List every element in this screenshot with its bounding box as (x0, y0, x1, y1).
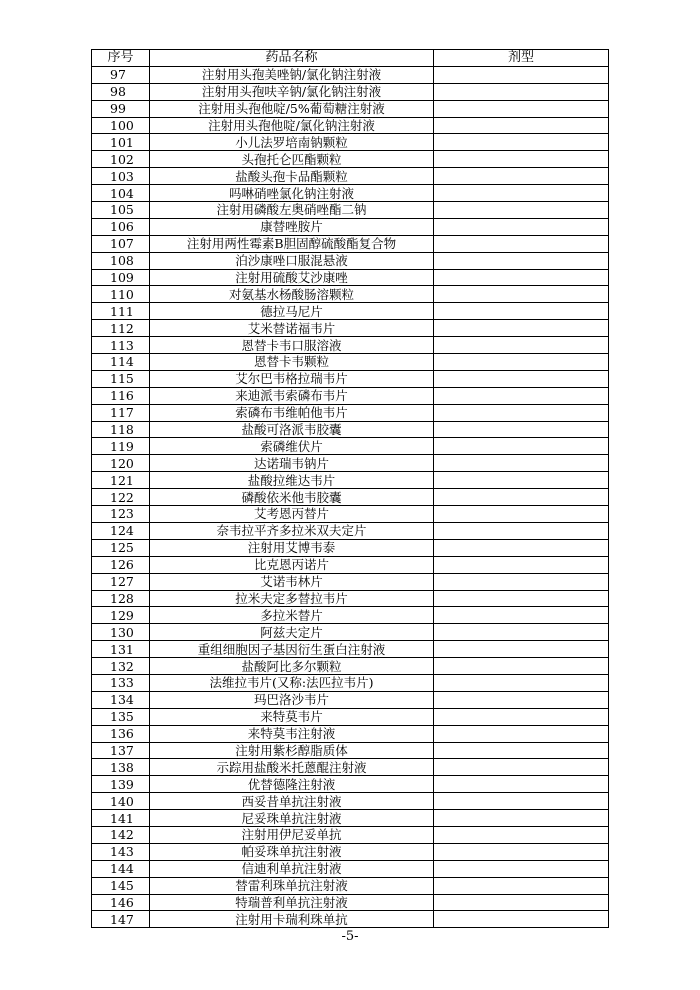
serial-number-cell: 119 (92, 438, 150, 455)
table-row (92, 134, 609, 151)
dosage-form-cell (434, 489, 609, 506)
table-row (92, 708, 609, 725)
serial-number-cell: 143 (92, 843, 150, 860)
serial-number-cell: 97 (92, 66, 150, 83)
table-row (92, 252, 609, 269)
dosage-form-cell (434, 624, 609, 641)
table-row (92, 759, 609, 776)
table-row (92, 354, 609, 371)
drug-name-cell: 泊沙康唑口服混悬液 (150, 252, 434, 269)
serial-number-cell: 133 (92, 674, 150, 691)
table-row (92, 843, 609, 860)
dosage-form-cell (434, 691, 609, 708)
table-row (92, 506, 609, 523)
dosage-form-cell (434, 894, 609, 911)
dosage-form-cell (434, 793, 609, 810)
serial-number-cell: 139 (92, 776, 150, 793)
drug-name-cell: 恩替卡韦颗粒 (150, 354, 434, 371)
dosage-form-cell (434, 421, 609, 438)
serial-number-cell: 100 (92, 117, 150, 134)
dosage-form-cell (434, 826, 609, 843)
serial-number-cell: 116 (92, 387, 150, 404)
drug-name-cell: 多拉米替片 (150, 607, 434, 624)
drug-name-cell: 注射用紫杉醇脂质体 (150, 742, 434, 759)
dosage-form-cell (434, 573, 609, 590)
dosage-form-cell (434, 218, 609, 235)
dosage-form-cell (434, 725, 609, 742)
table-row (92, 556, 609, 573)
drug-list-table (91, 49, 609, 928)
table-row (92, 725, 609, 742)
serial-number-cell: 118 (92, 421, 150, 438)
serial-number-cell: 115 (92, 370, 150, 387)
drug-name-cell: 注射用卡瑞利珠单抗 (150, 911, 434, 928)
drug-name-cell: 盐酸拉维达韦片 (150, 472, 434, 489)
drug-name-cell: 注射用头孢美唑钠/氯化钠注射液 (150, 66, 434, 83)
dosage-form-cell (434, 472, 609, 489)
header-drug-name: 药品名称 (150, 50, 434, 67)
dosage-form-cell (434, 387, 609, 404)
drug-name-cell: 对氨基水杨酸肠溶颗粒 (150, 286, 434, 303)
drug-name-cell: 西妥昔单抗注射液 (150, 793, 434, 810)
dosage-form-cell (434, 168, 609, 185)
table-row (92, 674, 609, 691)
table-body (92, 66, 609, 927)
drug-name-cell: 艾考恩丙替片 (150, 506, 434, 523)
table-row (92, 573, 609, 590)
serial-number-cell: 98 (92, 83, 150, 100)
drug-name-cell: 帕妥珠单抗注射液 (150, 843, 434, 860)
drug-name-cell: 信迪利单抗注射液 (150, 860, 434, 877)
serial-number-cell: 108 (92, 252, 150, 269)
drug-name-cell: 盐酸阿比多尔颗粒 (150, 658, 434, 675)
header-dosage-form: 剂型 (434, 50, 609, 67)
dosage-form-cell (434, 759, 609, 776)
drug-name-cell: 玛巴洛沙韦片 (150, 691, 434, 708)
dosage-form-cell (434, 556, 609, 573)
drug-name-cell: 注射用硫酸艾沙康唑 (150, 269, 434, 286)
header-serial-number: 序号 (92, 50, 150, 67)
table-header-row (92, 50, 609, 67)
table-row (92, 168, 609, 185)
dosage-form-cell (434, 742, 609, 759)
serial-number-cell: 146 (92, 894, 150, 911)
serial-number-cell: 121 (92, 472, 150, 489)
dosage-form-cell (434, 708, 609, 725)
table-row (92, 455, 609, 472)
drug-name-cell: 注射用两性霉素B胆固醇硫酸酯复合物 (150, 235, 434, 252)
serial-number-cell: 104 (92, 185, 150, 202)
dosage-form-cell (434, 370, 609, 387)
drug-name-cell: 特瑞普利单抗注射液 (150, 894, 434, 911)
table-row (92, 100, 609, 117)
drug-name-cell: 恩替卡韦口服溶液 (150, 337, 434, 354)
serial-number-cell: 138 (92, 759, 150, 776)
serial-number-cell: 137 (92, 742, 150, 759)
dosage-form-cell (434, 658, 609, 675)
serial-number-cell: 124 (92, 522, 150, 539)
serial-number-cell: 113 (92, 337, 150, 354)
drug-name-cell: 艾诺韦林片 (150, 573, 434, 590)
table-row (92, 202, 609, 219)
table-row (92, 489, 609, 506)
dosage-form-cell (434, 506, 609, 523)
table-row (92, 607, 609, 624)
dosage-form-cell (434, 607, 609, 624)
table-row (92, 776, 609, 793)
drug-name-cell: 示踪用盐酸米托蒽醌注射液 (150, 759, 434, 776)
drug-name-cell: 替雷利珠单抗注射液 (150, 877, 434, 894)
serial-number-cell: 127 (92, 573, 150, 590)
drug-name-cell: 达诺瑞韦钠片 (150, 455, 434, 472)
drug-name-cell: 注射用头孢呋辛钠/氯化钠注射液 (150, 83, 434, 100)
dosage-form-cell (434, 83, 609, 100)
drug-name-cell: 德拉马尼片 (150, 303, 434, 320)
table-row (92, 793, 609, 810)
drug-name-cell: 索磷布韦维帕他韦片 (150, 404, 434, 421)
serial-number-cell: 102 (92, 151, 150, 168)
dosage-form-cell (434, 66, 609, 83)
serial-number-cell: 120 (92, 455, 150, 472)
serial-number-cell: 129 (92, 607, 150, 624)
dosage-form-cell (434, 337, 609, 354)
serial-number-cell: 125 (92, 539, 150, 556)
serial-number-cell: 99 (92, 100, 150, 117)
dosage-form-cell (434, 117, 609, 134)
serial-number-cell: 131 (92, 641, 150, 658)
table-row (92, 826, 609, 843)
drug-name-cell: 阿兹夫定片 (150, 624, 434, 641)
serial-number-cell: 109 (92, 269, 150, 286)
drug-name-cell: 注射用头孢他啶/氯化钠注射液 (150, 117, 434, 134)
serial-number-cell: 142 (92, 826, 150, 843)
table-row (92, 421, 609, 438)
table-row (92, 303, 609, 320)
dosage-form-cell (434, 354, 609, 371)
table-row (92, 641, 609, 658)
drug-name-cell: 头孢托仑匹酯颗粒 (150, 151, 434, 168)
drug-name-cell: 重组细胞因子基因衍生蛋白注射液 (150, 641, 434, 658)
dosage-form-cell (434, 911, 609, 928)
serial-number-cell: 136 (92, 725, 150, 742)
serial-number-cell: 144 (92, 860, 150, 877)
serial-number-cell: 145 (92, 877, 150, 894)
drug-name-cell: 注射用磷酸左奥硝唑酯二钠 (150, 202, 434, 219)
serial-number-cell: 140 (92, 793, 150, 810)
table-row (92, 320, 609, 337)
drug-name-cell: 来特莫韦片 (150, 708, 434, 725)
table-row (92, 810, 609, 827)
serial-number-cell: 112 (92, 320, 150, 337)
drug-name-cell: 盐酸头孢卡品酯颗粒 (150, 168, 434, 185)
serial-number-cell: 101 (92, 134, 150, 151)
drug-name-cell: 法维拉韦片(又称:法匹拉韦片) (150, 674, 434, 691)
serial-number-cell: 132 (92, 658, 150, 675)
table-row (92, 472, 609, 489)
drug-name-cell: 吗啉硝唑氯化钠注射液 (150, 185, 434, 202)
drug-name-cell: 拉米夫定多替拉韦片 (150, 590, 434, 607)
table-row (92, 151, 609, 168)
dosage-form-cell (434, 641, 609, 658)
table-row (92, 877, 609, 894)
dosage-form-cell (434, 134, 609, 151)
drug-name-cell: 比克恩丙诺片 (150, 556, 434, 573)
drug-name-cell: 奈韦拉平齐多拉米双夫定片 (150, 522, 434, 539)
serial-number-cell: 130 (92, 624, 150, 641)
table-row (92, 624, 609, 641)
table-row (92, 218, 609, 235)
serial-number-cell: 111 (92, 303, 150, 320)
page-number: -5- (341, 929, 359, 944)
serial-number-cell: 114 (92, 354, 150, 371)
drug-name-cell: 艾米替诺福韦片 (150, 320, 434, 337)
dosage-form-cell (434, 843, 609, 860)
table-row (92, 539, 609, 556)
dosage-form-cell (434, 252, 609, 269)
table-row (92, 337, 609, 354)
serial-number-cell: 110 (92, 286, 150, 303)
table-row (92, 658, 609, 675)
serial-number-cell: 141 (92, 810, 150, 827)
table-row (92, 860, 609, 877)
table-row (92, 370, 609, 387)
drug-name-cell: 注射用艾博韦泰 (150, 539, 434, 556)
serial-number-cell: 128 (92, 590, 150, 607)
serial-number-cell: 105 (92, 202, 150, 219)
drug-name-cell: 注射用伊尼妥单抗 (150, 826, 434, 843)
table-row (92, 235, 609, 252)
serial-number-cell: 103 (92, 168, 150, 185)
table-row (92, 387, 609, 404)
table-row (92, 894, 609, 911)
dosage-form-cell (434, 100, 609, 117)
serial-number-cell: 147 (92, 911, 150, 928)
dosage-form-cell (434, 151, 609, 168)
dosage-form-cell (434, 674, 609, 691)
table-row (92, 522, 609, 539)
drug-name-cell: 注射用头孢他啶/5%葡萄糖注射液 (150, 100, 434, 117)
drug-name-cell: 盐酸可洛派韦胶囊 (150, 421, 434, 438)
serial-number-cell: 107 (92, 235, 150, 252)
table-row (92, 404, 609, 421)
serial-number-cell: 134 (92, 691, 150, 708)
dosage-form-cell (434, 539, 609, 556)
drug-name-cell: 艾尔巴韦格拉瑞韦片 (150, 370, 434, 387)
table-row (92, 185, 609, 202)
dosage-form-cell (434, 320, 609, 337)
dosage-form-cell (434, 286, 609, 303)
serial-number-cell: 135 (92, 708, 150, 725)
drug-name-cell: 索磷维伏片 (150, 438, 434, 455)
drug-name-cell: 优替德隆注射液 (150, 776, 434, 793)
drug-name-cell: 小儿法罗培南钠颗粒 (150, 134, 434, 151)
dosage-form-cell (434, 522, 609, 539)
table-row (92, 438, 609, 455)
dosage-form-cell (434, 235, 609, 252)
dosage-form-cell (434, 303, 609, 320)
dosage-form-cell (434, 590, 609, 607)
drug-name-cell: 来迪派韦索磷布韦片 (150, 387, 434, 404)
drug-name-cell: 来特莫韦注射液 (150, 725, 434, 742)
drug-name-cell: 康替唑胺片 (150, 218, 434, 235)
table-row (92, 83, 609, 100)
serial-number-cell: 106 (92, 218, 150, 235)
serial-number-cell: 126 (92, 556, 150, 573)
serial-number-cell: 122 (92, 489, 150, 506)
table-row (92, 66, 609, 83)
dosage-form-cell (434, 185, 609, 202)
serial-number-cell: 123 (92, 506, 150, 523)
drug-name-cell: 尼妥珠单抗注射液 (150, 810, 434, 827)
dosage-form-cell (434, 202, 609, 219)
dosage-form-cell (434, 404, 609, 421)
dosage-form-cell (434, 455, 609, 472)
dosage-form-cell (434, 776, 609, 793)
drug-name-cell: 磷酸依米他韦胶囊 (150, 489, 434, 506)
dosage-form-cell (434, 877, 609, 894)
dosage-form-cell (434, 438, 609, 455)
dosage-form-cell (434, 810, 609, 827)
dosage-form-cell (434, 860, 609, 877)
table-row (92, 691, 609, 708)
table-row (92, 117, 609, 134)
table-row (92, 269, 609, 286)
serial-number-cell: 117 (92, 404, 150, 421)
dosage-form-cell (434, 269, 609, 286)
table-row (92, 590, 609, 607)
table-row (92, 911, 609, 928)
table-row (92, 286, 609, 303)
table-row (92, 742, 609, 759)
